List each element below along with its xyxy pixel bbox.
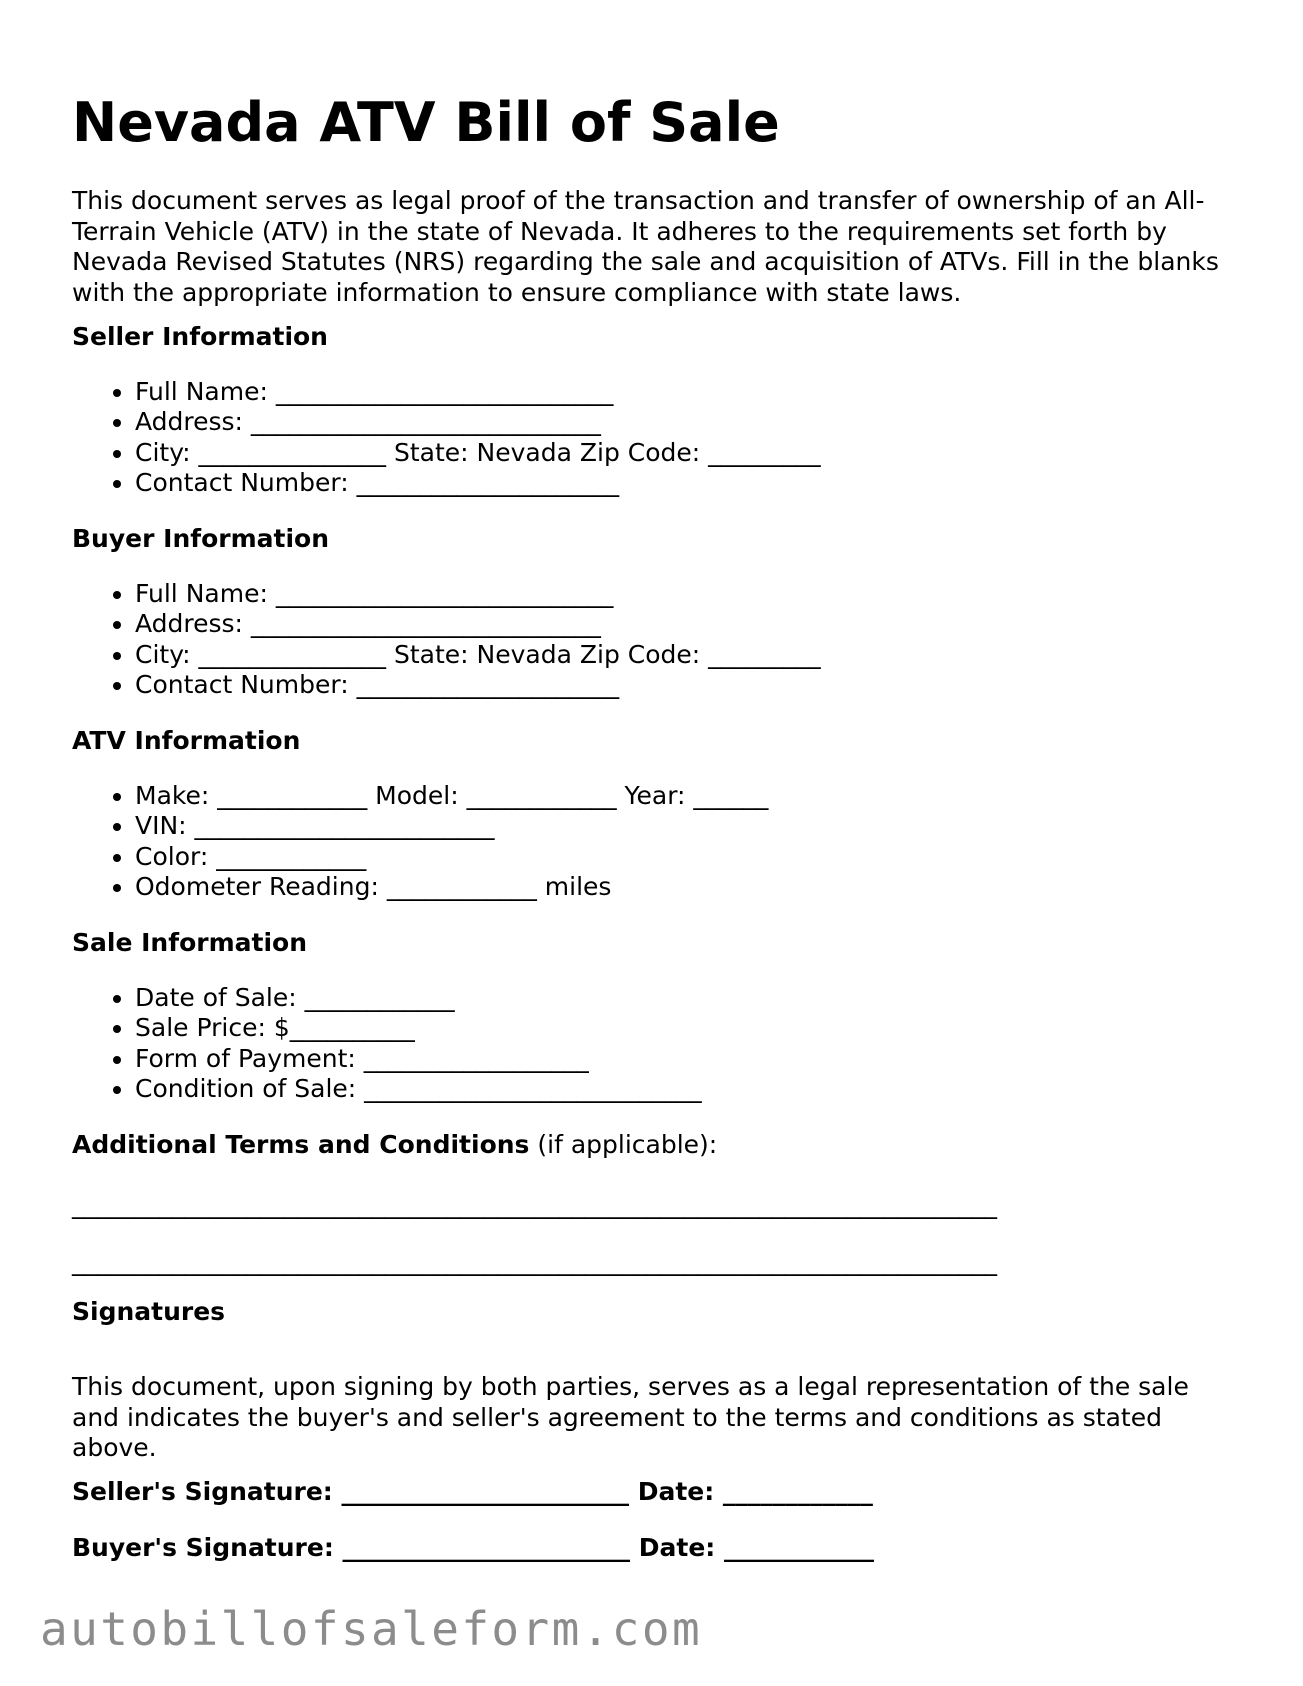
atv-fields <box>72 781 768 902</box>
signatures-paragraph: This document, upon signing by both parties, serves as a legal representation of the sale and indicates the buyer's and seller's agreement to the terms and conditions as stated above. <box>72 1372 1189 1462</box>
signatures-heading: Signatures <box>72 1297 226 1326</box>
terms-heading <box>72 1130 717 1160</box>
sale-condition-field: • Condition of Sale: ___________________________ <box>135 1074 702 1104</box>
terms-blank-line-1: __________________________________________________________________________ <box>72 1190 997 1219</box>
buyer-contact-number-field: • Contact Number: _____________________ <box>135 670 821 700</box>
seller-contact-number-field: • Contact Number: _____________________ <box>135 468 821 498</box>
buyer-address-field: • Address: ____________________________ <box>135 609 821 639</box>
atv-make-model-year-field: • Make: ____________ Model: ____________ Year: ______ <box>135 781 768 811</box>
seller-heading: Seller Information <box>72 322 328 351</box>
buyer-signature-line: Buyer's Signature: _______________________ Date: ____________ <box>72 1533 874 1562</box>
buyer-heading: Buyer Information <box>72 524 330 553</box>
buyer-city-state-zip-field: • City: _______________ State: Nevada Zip Code: _________ <box>135 640 821 670</box>
buyer-full-name-field: • Full Name: ___________________________ <box>135 579 821 609</box>
seller-city-state-zip-field: • City: _______________ State: Nevada Zip Code: _________ <box>135 438 821 468</box>
sale-price-field: • Sale Price: $__________ <box>135 1013 702 1043</box>
seller-signature-line: Seller's Signature: _______________________ Date: ____________ <box>72 1477 873 1506</box>
atv-color-field: • Color: ____________ <box>135 842 768 872</box>
sale-payment-form-field: • Form of Payment: __________________ <box>135 1044 702 1074</box>
site-watermark: autobillofsaleform.com <box>40 1602 703 1656</box>
sale-heading: Sale Information <box>72 928 307 957</box>
page-title: Nevada ATV Bill of Sale <box>72 91 780 154</box>
seller-full-name-field: • Full Name: ___________________________ <box>135 377 821 407</box>
intro-paragraph: This document serves as legal proof of the transaction and transfer of ownership of an All-Terrain Vehicle (ATV) in the state of Nevada. It adheres to the requirements set forth by Nevada Revised Statutes (NRS) regarding the sale and acquisition of ATVs. Fill in the blanks with the appropriate information to ensure compliance with state laws. <box>72 186 1219 307</box>
atv-heading: ATV Information <box>72 726 301 755</box>
sale-date-field: • Date of Sale: ____________ <box>135 983 702 1013</box>
terms-heading-note: (if applicable): <box>529 1130 718 1159</box>
seller-address-field: • Address: ____________________________ <box>135 407 821 437</box>
terms-heading-label: Additional Terms and Conditions <box>72 1130 530 1159</box>
sale-fields <box>72 983 702 1104</box>
buyer-fields <box>72 579 821 700</box>
seller-fields <box>72 377 821 498</box>
atv-vin-field: • VIN: ________________________ <box>135 811 768 841</box>
terms-blank-line-2: __________________________________________________________________________ <box>72 1247 997 1276</box>
atv-odometer-field: • Odometer Reading: ____________ miles <box>135 872 768 902</box>
